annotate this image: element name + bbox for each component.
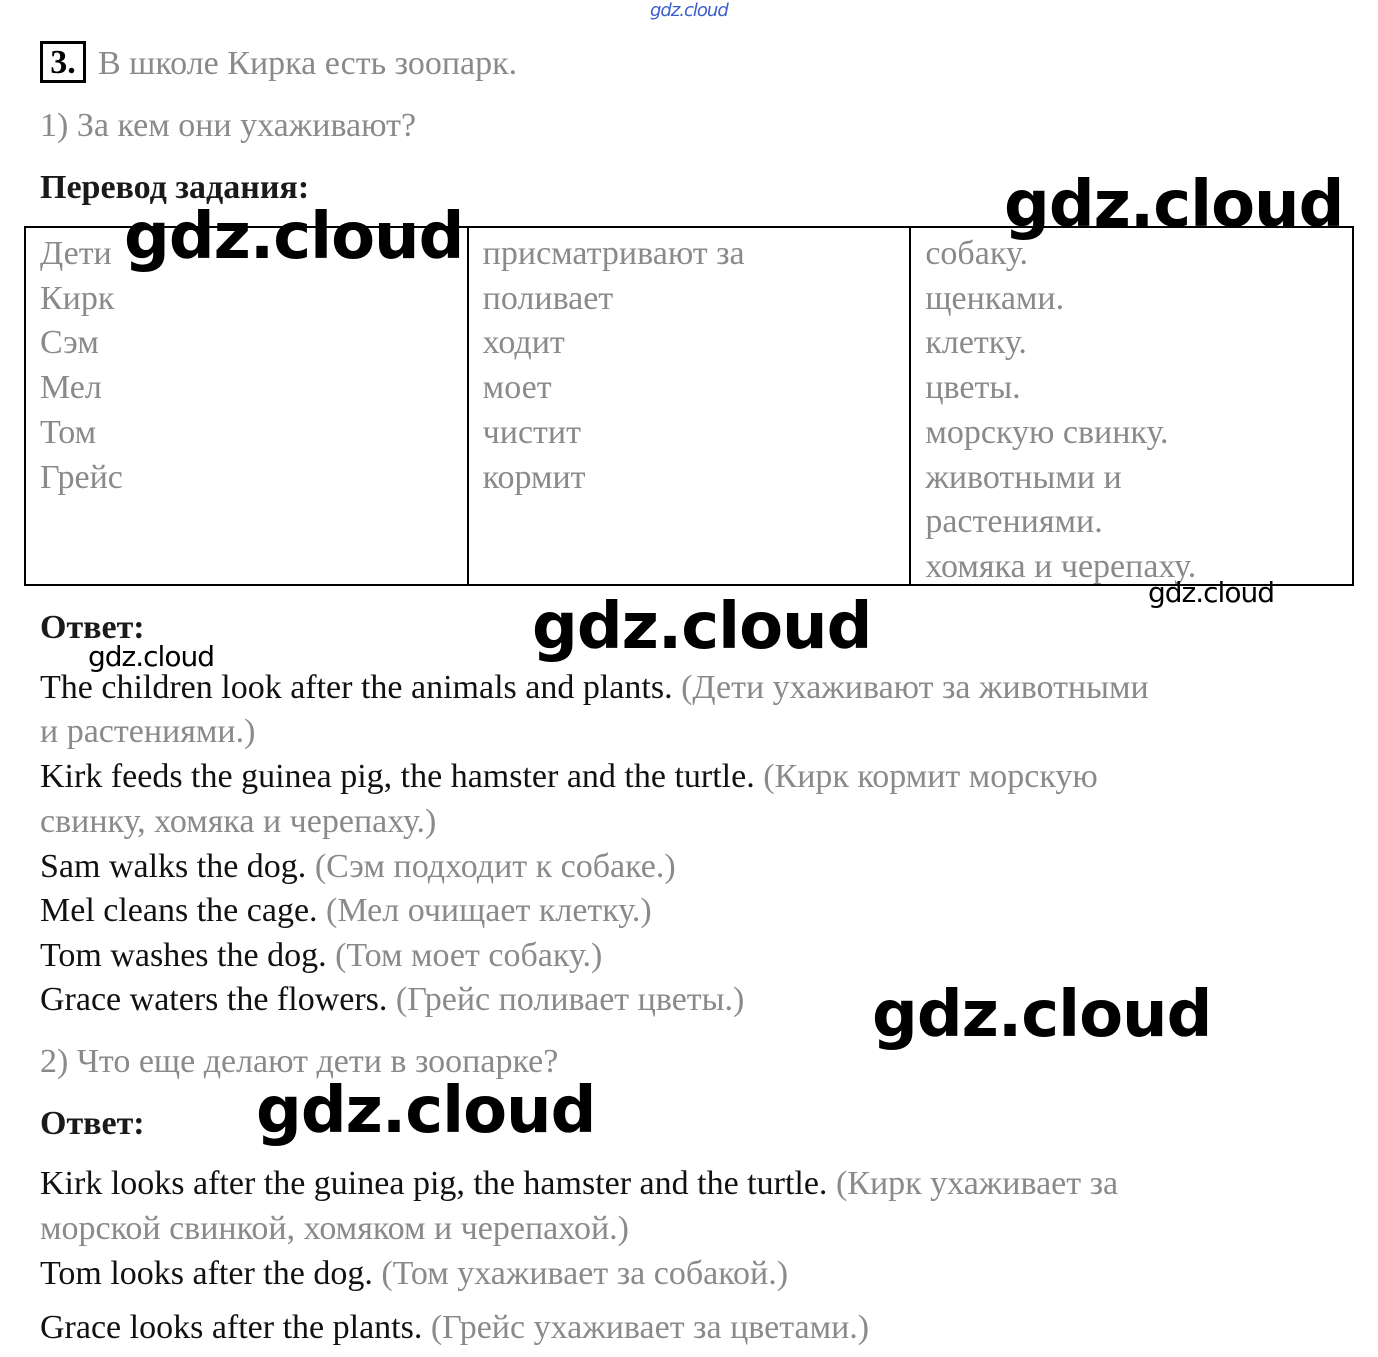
object-cell: морскую свинку. bbox=[925, 413, 1169, 451]
verb-cell: чистит bbox=[482, 413, 581, 451]
object-cell: клетку. bbox=[925, 324, 1027, 362]
subject-cell: Грейс bbox=[40, 458, 123, 496]
answer-line bbox=[40, 1252, 788, 1296]
answer-en: Kirk feeds the guinea pig, the hamster and the turtle. bbox=[40, 758, 755, 795]
watermark: gdz.cloud bbox=[1148, 576, 1274, 609]
translation-label: Перевод задания: bbox=[40, 169, 310, 206]
answer-2-label: Ответ: bbox=[40, 1105, 145, 1142]
answer-line bbox=[40, 889, 652, 933]
subject-cell: Мел bbox=[40, 369, 102, 407]
answer-ru: (Грейс поливает цветы.) bbox=[387, 981, 745, 1018]
watermark: gdz.cloud bbox=[1004, 168, 1344, 242]
verb-cell: присматривают за bbox=[482, 235, 745, 272]
object-cell: щенками. bbox=[925, 279, 1065, 317]
answer-line bbox=[40, 800, 436, 844]
answer-ru: свинку, хомяка и черепаху.) bbox=[40, 803, 437, 840]
task-title: В школе Кирка есть зоопарк. bbox=[98, 45, 518, 82]
answer-ru: (Дети ухаживают за животными bbox=[672, 669, 1149, 706]
answer-ru: и растениями.) bbox=[40, 713, 256, 750]
answer-en: Sam walks the dog. bbox=[40, 848, 307, 885]
answer-line bbox=[40, 934, 602, 978]
verbs-column bbox=[467, 228, 910, 584]
watermark: gdz.cloud bbox=[872, 978, 1212, 1052]
objects-column bbox=[909, 228, 1352, 584]
watermark: gdz.cloud bbox=[124, 200, 464, 274]
answer-1-label: Ответ: bbox=[40, 609, 145, 646]
subject-cell: Дети bbox=[40, 235, 112, 272]
verb-cell: поливает bbox=[482, 279, 614, 317]
answer-en: Tom washes the dog. bbox=[40, 937, 327, 974]
answer-en: Tom looks after the dog. bbox=[40, 1255, 373, 1292]
answer-line bbox=[40, 1207, 629, 1251]
verb-cell: ходит bbox=[482, 324, 565, 362]
answer-ru: (Кирк кормит морскую bbox=[754, 758, 1098, 795]
answer-line bbox=[40, 755, 1098, 799]
subjects-column bbox=[26, 228, 467, 584]
answer-ru: (Мел очищает клетку.) bbox=[317, 892, 652, 929]
answer-line bbox=[40, 845, 676, 889]
object-cell: хомяка и черепаху. bbox=[925, 547, 1197, 585]
answer-ru: (Сэм подходит к собаке.) bbox=[306, 848, 676, 885]
answer-en: The children look after the animals and plants. bbox=[40, 669, 673, 706]
answer-en: Mel cleans the cage. bbox=[40, 892, 318, 929]
answer-ru: морской свинкой, хомяком и черепахой.) bbox=[40, 1210, 629, 1247]
answer-ru: (Том моет собаку.) bbox=[326, 937, 603, 974]
question-1: 1) За кем они ухаживают? bbox=[40, 107, 417, 144]
answer-ru: (Грейс ухаживает за цветами.) bbox=[422, 1309, 870, 1346]
object-cell: растениями. bbox=[925, 503, 1103, 541]
watermark: gdz.cloud bbox=[256, 1074, 596, 1148]
watermark-top: gdz.cloud bbox=[650, 0, 728, 21]
translation-table bbox=[24, 226, 1354, 586]
subject-cell: Том bbox=[40, 413, 97, 451]
question-2: 2) Что еще делают дети в зоопарке? bbox=[40, 1043, 559, 1080]
verb-cell: моет bbox=[482, 369, 552, 407]
answer-en: Kirk looks after the guinea pig, the hamster and the turtle. bbox=[40, 1165, 828, 1202]
answer-ru: (Кирк ухаживает за bbox=[827, 1165, 1119, 1202]
answer-line bbox=[40, 978, 744, 1022]
answer-line bbox=[40, 1306, 869, 1350]
answer-ru: (Том ухаживает за собакой.) bbox=[372, 1255, 789, 1292]
subject-cell: Сэм bbox=[40, 324, 99, 362]
answer-en: Grace looks after the plants. bbox=[40, 1309, 423, 1346]
verb-cell: кормит bbox=[482, 458, 586, 496]
object-cell: животными и bbox=[925, 458, 1122, 496]
task-number: 3. bbox=[40, 41, 86, 83]
subject-cell: Кирк bbox=[40, 279, 115, 317]
object-cell: собаку. bbox=[925, 235, 1028, 272]
object-cell: цветы. bbox=[925, 369, 1021, 407]
answer-line bbox=[40, 710, 255, 754]
watermark: gdz.cloud bbox=[88, 640, 214, 673]
watermark: gdz.cloud bbox=[532, 590, 872, 664]
answer-en: Grace waters the flowers. bbox=[40, 981, 388, 1018]
answer-line bbox=[40, 1162, 1118, 1206]
